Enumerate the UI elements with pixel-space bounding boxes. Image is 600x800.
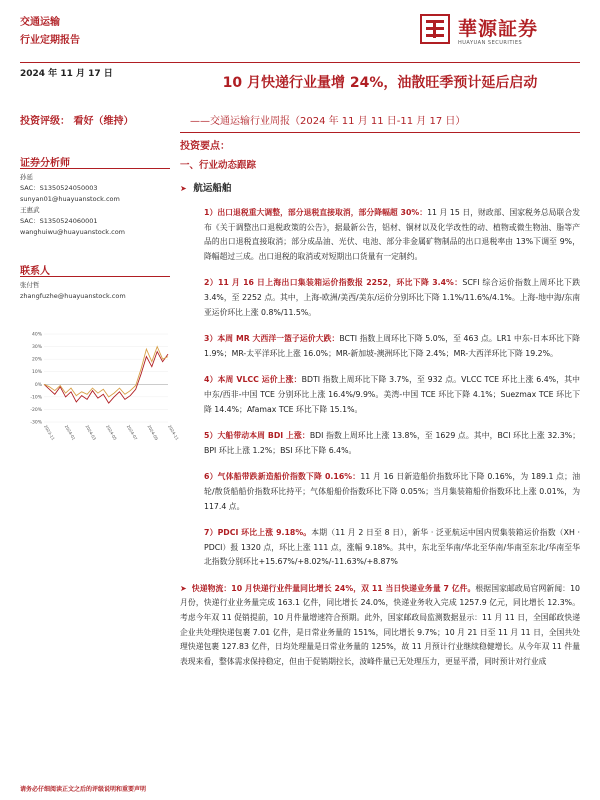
chart-x-tick: 2024-01 bbox=[63, 424, 77, 441]
header-divider bbox=[20, 62, 580, 63]
analyst-name: 王惠武 bbox=[20, 206, 40, 214]
analyst-sac: SAC：S1350524060001 bbox=[20, 217, 98, 225]
paragraph-vlcc: 4）本周 VLCC 运价上涨：BDTI 指数上周环比下降 3.7%，至 932 点。VLCC TCE 环比上涨 6.4%，其中中东/西非-中国 TCE 分别环比上涨 16.4%/9.9%。美湾-中国 TCE 环比下降 4.1%；Suezmax TCE 环比下降 14.4%；Afamax TCE 环比下降 15.1%。 bbox=[204, 375, 580, 414]
report-title: 10 月快递行业量增 24%，油散旺季预计延后启动 bbox=[222, 75, 538, 91]
paragraph-bdi: 5）大船带动本周 BDI 上涨：BDI 指数上周环比上涨 13.8%，至 1629 点。其中，BCI 环比上涨 32.3%；BPI 环比上涨 1.2%；BSI 环比下降 6.4%。 bbox=[204, 431, 580, 455]
chart-y-tick: 30% bbox=[31, 345, 42, 351]
analysts-heading: 证券分析师 bbox=[20, 158, 70, 169]
chart-y-tick: -30% bbox=[30, 420, 42, 426]
triangle-bullet-icon: ➤ bbox=[180, 583, 187, 593]
contact-heading: 联系人 bbox=[20, 266, 50, 277]
chart-y-tick: 40% bbox=[31, 332, 42, 338]
huayuan-logo bbox=[420, 14, 580, 54]
paragraph-pdci: 7）PDCI 环比上涨 9.18%。本期（11 月 2 日至 8 日），新华 · 泛亚航运中国内贸集装箱运价指数（XH · PDCI）报 1320 点，环比上涨 111 点，涨幅 9.18%。其中，东北至华南/华北至华南/华南至东北/华南至华北指数分别环比+15.67%/+8.02%/-11.63%/+8.87% bbox=[204, 528, 580, 567]
analyst-name: 孙延 bbox=[20, 173, 33, 181]
contact-name: 张付哲 bbox=[20, 281, 40, 289]
paragraph-express: ➤ 快递物流：10 月快递行业件量同比增长 24%，双 11 当日快递业务量 7 亿件。根据国家邮政局官网新闻：10 月份，快递行业业务量完成 163.1 亿件，同比增长 24.0%，快递业务收入完成 1257.9 亿元，同比增长 12.3%。考虑今年双 11 促销提前，10 月件量增速符合预期。此外，国家邮政局监测数据显示：11 月 11 日，全国邮政快递企业共处理快递包裹 7.01 亿件，是日常业务量的 151%，同比增长 9.7%；10 月 21 日至 11 月 11 日，全国共处理快递包裹 127.83 亿件，日均处理量是日常业务量的 125%，故 11 月预计行业继续稳健增长。从今年双 11 件量表现来看，整体需求保持稳定，但由于促销期拉长，波峰件量已无处理压力，更显平滑，同时预计对行业成 bbox=[180, 583, 580, 666]
analyst-sac: SAC：S1350524050003 bbox=[20, 184, 98, 192]
chart-x-tick: 2024-11 bbox=[167, 424, 180, 441]
contact-divider bbox=[20, 276, 170, 277]
brand-name: 華源証券 bbox=[458, 18, 539, 40]
shipping-heading-text: 航运船舶 bbox=[193, 183, 232, 194]
chart-y-tick: 10% bbox=[31, 370, 42, 376]
chart-x-tick: 2024-03 bbox=[84, 424, 98, 441]
analyst-email[interactable]: wanghuiwu@huayuanstock.com bbox=[20, 228, 126, 236]
disclaimer-footer: 请务必仔细阅读正文之后的评级说明和重要声明 bbox=[20, 786, 147, 793]
chart-y-tick: 20% bbox=[31, 357, 42, 363]
investment-rating: 投资评级： 看好（维持） bbox=[20, 116, 134, 127]
report-subtitle: ——交通运输行业周报（2024 年 11 月 11 日-11 月 17 日） bbox=[190, 116, 466, 127]
section-heading: 一、行业动态跟踪 bbox=[180, 160, 257, 171]
paragraph-bcti: 3）本周 MR 大西洋一篮子运价大跌：BCTI 指数上周环比下降 5.0%，至 463 点。LR1 中东-日本环比下降 1.9%；MR-太平洋环比上涨 16.0%；MR-新加坡-澳洲环比下降 2.4%；MR-大西洋环比下降 19.2%。 bbox=[204, 334, 580, 358]
report-type: 行业定期报告 bbox=[20, 35, 80, 46]
seal-icon bbox=[420, 14, 450, 44]
analysts-divider bbox=[20, 168, 170, 169]
analyst-email[interactable]: sunyan01@huayuanstock.com bbox=[20, 195, 120, 203]
shipping-heading bbox=[180, 180, 580, 194]
paragraph-newbuild: 6）气体船带跌新造船价指数下降 0.16%：11 月 16 日新造船价指数环比下降 0.16%，为 189.1 点；油轮/散货船船价指数环比持平；气体船船价指数环比下降 0.05%；当月集装箱船价指数环比上涨 0.01%，为 117.4 点。 bbox=[204, 472, 580, 511]
report-date: 2024 年 11 月 17 日 bbox=[20, 69, 113, 79]
paragraph-export-rebate: 1）出口退税重大调整，部分退税直接取消，部分降幅超 30%：11 月 15 日，财政部、国家税务总局联合发布《关于调整出口退税政策的公告》，据最新公告，铝材、铜材以及化学改性的动、植物或微生物油、脂等产品的出口退税直接取消；部分成品油、光伏、电池、部分非金属矿物制品的出口退税率由 13%下调至 9%，降幅超过三成。出口退税的取消或对短期出口货量有一定制约。 bbox=[204, 208, 580, 261]
report-category: 交通运输 bbox=[20, 17, 60, 28]
title-divider bbox=[180, 132, 580, 133]
paragraph-scfi: 2）11 月 16 日上海出口集装箱运价指数报 2252，环比下降 3.4%：SCFI 综合运价指数上周环比下跌 3.4%，至 2252 点。其中，上海-欧洲/美西/美东/运价分别环比下降 1.1%/11.6%/4.1%。上海-地中海/东南亚运价环比上涨 0.8%/11.5%。 bbox=[204, 278, 580, 317]
triangle-bullet-icon: ➤ bbox=[180, 184, 187, 193]
report-category-block bbox=[20, 14, 80, 50]
chart-x-tick: 2023-11 bbox=[43, 424, 56, 441]
chart-x-tick: 2024-05 bbox=[105, 424, 118, 441]
chart-y-tick: 0% bbox=[34, 382, 42, 388]
main-content bbox=[180, 157, 580, 669]
contact-email[interactable]: zhangfuzhe@huayuanstock.com bbox=[20, 292, 126, 300]
key-points-label: 投资要点： bbox=[180, 141, 230, 152]
chart-y-tick: -20% bbox=[30, 407, 42, 413]
chart-x-tick: 2024-07 bbox=[125, 424, 139, 441]
brand-sub: HUAYUAN SECURITIES bbox=[458, 40, 523, 46]
index-performance-chart bbox=[20, 330, 180, 450]
chart-y-tick: -10% bbox=[30, 395, 42, 401]
chart-x-tick: 2024-09 bbox=[146, 424, 160, 441]
